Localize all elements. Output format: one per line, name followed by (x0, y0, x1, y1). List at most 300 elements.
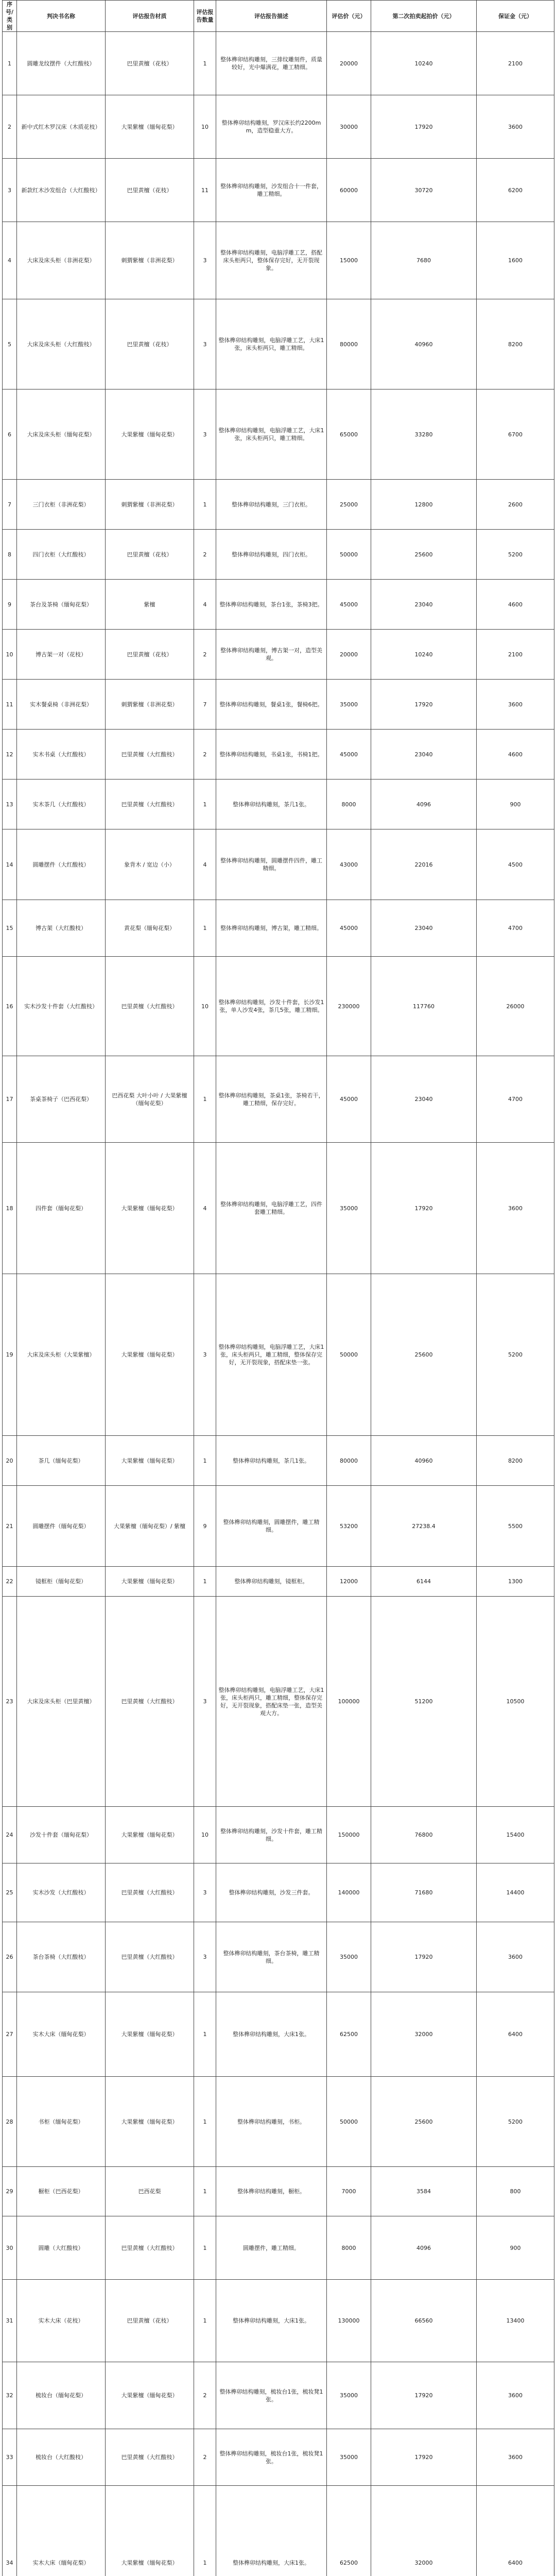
cell-deposit: 3600 (477, 2362, 554, 2429)
table-row (3, 1863, 554, 1922)
cell-index: 28 (3, 2077, 17, 2167)
cell-name: 新款红木沙发组合（大红酸枝） (17, 159, 106, 222)
cell-start-price: 23040 (371, 580, 477, 630)
cell-start-price: 66560 (371, 2280, 477, 2362)
cell-start-price: 25600 (371, 2077, 477, 2167)
cell-deposit: 10500 (477, 1597, 554, 1807)
table-row (3, 900, 554, 957)
cell-deposit: 3600 (477, 680, 554, 730)
table-row (3, 580, 554, 630)
cell-material: 巴里黄檀（大红酸枝） (106, 2429, 194, 2486)
cell-description: 整体榫卯结构雕刻，梳妆台1张，梳妆凳1张。 (216, 2362, 327, 2429)
cell-quantity: 1 (194, 1436, 216, 1486)
cell-name: 博古架（大红酸枝） (17, 900, 106, 957)
cell-start-price: 3584 (371, 2167, 477, 2216)
cell-start-price: 30720 (371, 159, 477, 222)
cell-index: 20 (3, 1436, 17, 1486)
table-row (3, 159, 554, 222)
cell-description: 整体榫卯结构雕刻，电脑浮雕工艺，大床1张，床头柜两只，雕工精细，整体保存完好，无开裂现象，搭配床垫一张。 (216, 1274, 327, 1436)
cell-quantity: 4 (194, 1143, 216, 1274)
table-row (3, 1567, 554, 1597)
cell-name: 圆雕（大红酸枝） (17, 2216, 106, 2280)
cell-material: 大果紫檀（缅甸花梨） (106, 1567, 194, 1597)
cell-name: 四件套（缅甸花梨） (17, 1143, 106, 1274)
cell-name: 实木沙发（大红酸枝） (17, 1863, 106, 1922)
cell-appraisal: 100000 (327, 1597, 371, 1807)
cell-description: 整体榫卯结构雕刻，橱柜。 (216, 2167, 327, 2216)
cell-material: 大果紫檀（缅甸花梨） (106, 95, 194, 159)
cell-index: 6 (3, 389, 17, 480)
cell-index: 17 (3, 1056, 17, 1143)
cell-name: 实木茶几（大红酸枝） (17, 779, 106, 829)
cell-deposit: 2100 (477, 32, 554, 95)
cell-material: 巴里黄檀（大红酸枝） (106, 779, 194, 829)
cell-material: 大果紫檀（缅甸花梨） (106, 1143, 194, 1274)
cell-start-price: 25600 (371, 530, 477, 580)
cell-index: 18 (3, 1143, 17, 1274)
cell-quantity: 1 (194, 2167, 216, 2216)
cell-start-price: 51200 (371, 1597, 477, 1807)
cell-quantity: 11 (194, 159, 216, 222)
cell-description: 整体榫卯结构雕刻，电脑浮雕工艺，大床1张，床头柜两只，雕工精细。 (216, 389, 327, 480)
cell-appraisal: 45000 (327, 1056, 371, 1143)
table-row (3, 1597, 554, 1807)
header-material: 评估报告材质 (106, 1, 194, 32)
cell-index: 27 (3, 1992, 17, 2077)
cell-start-price: 6144 (371, 1567, 477, 1597)
table-row (3, 299, 554, 389)
cell-start-price: 4096 (371, 2216, 477, 2280)
cell-quantity: 3 (194, 222, 216, 299)
cell-appraisal: 20000 (327, 32, 371, 95)
table-row (3, 1143, 554, 1274)
cell-deposit: 6200 (477, 159, 554, 222)
cell-appraisal: 43000 (327, 829, 371, 900)
cell-start-price: 4096 (371, 779, 477, 829)
cell-appraisal: 80000 (327, 299, 371, 389)
cell-material: 刺猬紫檀（非洲花梨） (106, 480, 194, 530)
cell-name: 实木书桌（大红酸枝） (17, 730, 106, 779)
cell-index: 24 (3, 1807, 17, 1863)
cell-name: 镜框柜（缅甸花梨） (17, 1567, 106, 1597)
cell-name: 实木餐桌椅（非洲花梨） (17, 680, 106, 730)
cell-name: 沙发十件套（缅甸花梨） (17, 1807, 106, 1863)
cell-appraisal: 35000 (327, 2429, 371, 2486)
table-row (3, 680, 554, 730)
cell-description: 整体榫卯结构雕刻，餐桌1张，餐椅6把。 (216, 680, 327, 730)
cell-description: 整体榫卯结构雕刻，三排纹雕刻件，质量较好，光中爆满花，雕工精细。 (216, 32, 327, 95)
cell-description: 整体榫卯结构雕刻，电脑浮雕工艺，四件套雕工精细。 (216, 1143, 327, 1274)
cell-name: 大床及床头柜（大果紫檀） (17, 1274, 106, 1436)
cell-start-price: 117760 (371, 957, 477, 1056)
cell-appraisal: 12000 (327, 1567, 371, 1597)
cell-material: 巴里黄檀（大红酸枝） (106, 1922, 194, 1992)
table-header-row (3, 1, 554, 32)
cell-start-price: 23040 (371, 900, 477, 957)
cell-deposit: 5200 (477, 1274, 554, 1436)
table-row (3, 95, 554, 159)
inventory-table (2, 0, 554, 2576)
cell-appraisal: 45000 (327, 730, 371, 779)
cell-description: 整体榫卯结构雕刻，圆雕摆件四件，雕工精细。 (216, 829, 327, 900)
cell-description: 整体榫卯结构雕刻，茶台茶椅，雕工精细。 (216, 1922, 327, 1992)
cell-appraisal: 45000 (327, 900, 371, 957)
cell-description: 整体榫卯结构雕刻，博古架一对，造型美观。 (216, 630, 327, 680)
cell-material: 黄花梨（缅甸花梨） (106, 900, 194, 957)
cell-description: 整体榫卯结构雕刻，沙发十件套，长沙发1张，单人沙发4张，茶几5张，雕工精细。 (216, 957, 327, 1056)
cell-quantity: 3 (194, 389, 216, 480)
cell-description: 整体榫卯结构雕刻，电脑浮雕工艺，大床1张，床头柜两只，雕工精细。 (216, 299, 327, 389)
cell-description: 整体榫卯结构雕刻，电脑浮雕工艺，大床1张，床头柜两只，雕工精细，整体保存完好，无开裂现象，搭配床垫一张，造型美观大方。 (216, 1597, 327, 1807)
cell-material: 巴里黄檀（花枝） (106, 32, 194, 95)
table-row (3, 2077, 554, 2167)
cell-index: 31 (3, 2280, 17, 2362)
cell-appraisal: 50000 (327, 2077, 371, 2167)
cell-index: 5 (3, 299, 17, 389)
cell-quantity: 1 (194, 1567, 216, 1597)
cell-description: 整体榫卯结构雕刻，圆雕摆件，雕工精细。 (216, 1486, 327, 1567)
cell-start-price: 10240 (371, 630, 477, 680)
cell-name: 茶台及茶椅（缅甸花梨） (17, 580, 106, 630)
cell-quantity: 4 (194, 580, 216, 630)
cell-quantity: 2 (194, 730, 216, 779)
cell-appraisal: 7000 (327, 2167, 371, 2216)
cell-quantity: 10 (194, 957, 216, 1056)
cell-name: 三门衣柜（非洲花梨） (17, 480, 106, 530)
cell-quantity: 1 (194, 1992, 216, 2077)
cell-appraisal: 230000 (327, 957, 371, 1056)
cell-deposit: 15400 (477, 1807, 554, 1863)
cell-appraisal: 53200 (327, 1486, 371, 1567)
table-row (3, 1274, 554, 1436)
cell-name: 实木大床（缅甸花梨） (17, 1992, 106, 2077)
cell-material: 象背木 / 宽边（小） (106, 829, 194, 900)
cell-deposit: 13400 (477, 2280, 554, 2362)
cell-name: 四门衣柜（大红酸枝） (17, 530, 106, 580)
cell-description: 整体榫卯结构雕刻，三门衣柜。 (216, 480, 327, 530)
table-row (3, 1436, 554, 1486)
table-row (3, 1056, 554, 1143)
header-name: 判决书名称 (17, 1, 106, 32)
cell-quantity: 10 (194, 1807, 216, 1863)
cell-material: 巴里黄檀（大红酸枝） (106, 2216, 194, 2280)
table-row (3, 2167, 554, 2216)
cell-material: 大果紫檀（缅甸花梨） (106, 1807, 194, 1863)
cell-quantity: 1 (194, 480, 216, 530)
cell-name: 书柜（缅甸花梨） (17, 2077, 106, 2167)
cell-material: 巴里黄檀（大红酸枝） (106, 957, 194, 1056)
cell-material: 巴西花梨 (106, 2167, 194, 2216)
cell-start-price: 25600 (371, 1274, 477, 1436)
cell-start-price: 33280 (371, 389, 477, 480)
cell-material: 大果紫檀（缅甸花梨） (106, 1992, 194, 2077)
cell-name: 橱柜（巴西花梨） (17, 2167, 106, 2216)
cell-index: 29 (3, 2167, 17, 2216)
cell-quantity: 10 (194, 95, 216, 159)
cell-material: 巴西花梨 大叶小叶 / 大果紫檀（缅甸花梨） (106, 1056, 194, 1143)
cell-deposit: 5200 (477, 2077, 554, 2167)
cell-quantity: 3 (194, 1922, 216, 1992)
table-row (3, 1486, 554, 1567)
cell-deposit: 4600 (477, 580, 554, 630)
cell-quantity: 1 (194, 2077, 216, 2167)
cell-deposit: 1600 (477, 222, 554, 299)
header-index: 序号/类别 (3, 1, 17, 32)
table-row (3, 32, 554, 95)
cell-description: 整体榫卯结构雕刻，梳妆台1张，梳妆凳1张。 (216, 2429, 327, 2486)
cell-appraisal: 150000 (327, 1807, 371, 1863)
table-row (3, 389, 554, 480)
cell-name: 圆雕摆件（大红酸枝） (17, 829, 106, 900)
cell-description: 整体榫卯结构雕刻，茶桌1张，茶椅若干，雕工精细，保存完好。 (216, 1056, 327, 1143)
cell-name: 博古架一对（花枝） (17, 630, 106, 680)
cell-quantity: 2 (194, 630, 216, 680)
cell-appraisal: 8000 (327, 2216, 371, 2280)
cell-material: 巴里黄檀（花枝） (106, 2280, 194, 2362)
cell-description: 圆雕摆件，雕工精细。 (216, 2216, 327, 2280)
cell-material: 大果紫檀（缅甸花梨） (106, 1436, 194, 1486)
cell-start-price: 17920 (371, 1143, 477, 1274)
cell-name: 新中式红木罗汉床（木质花枝） (17, 95, 106, 159)
table-row (3, 957, 554, 1056)
cell-deposit: 26000 (477, 957, 554, 1056)
cell-material: 大果紫檀（缅甸花梨） (106, 2077, 194, 2167)
cell-quantity: 3 (194, 1597, 216, 1807)
cell-index: 10 (3, 630, 17, 680)
cell-appraisal: 35000 (327, 1922, 371, 1992)
cell-index: 11 (3, 680, 17, 730)
cell-name: 梳妆台（缅甸花梨） (17, 2362, 106, 2429)
cell-quantity: 1 (194, 779, 216, 829)
cell-description: 整体榫卯结构雕刻，书桌1张，书椅1把。 (216, 730, 327, 779)
cell-material: 大果紫檀（缅甸花梨） (106, 2362, 194, 2429)
cell-start-price: 23040 (371, 730, 477, 779)
cell-start-price: 23040 (371, 1056, 477, 1143)
cell-name: 茶几（缅甸花梨） (17, 1436, 106, 1486)
cell-quantity: 3 (194, 1863, 216, 1922)
cell-index: 8 (3, 530, 17, 580)
cell-start-price: 17920 (371, 2362, 477, 2429)
cell-quantity: 2 (194, 530, 216, 580)
cell-deposit: 14400 (477, 1863, 554, 1922)
cell-description: 整体榫卯结构雕刻，镜框柜。 (216, 1567, 327, 1597)
table-row (3, 530, 554, 580)
cell-description: 整体榫卯结构雕刻，博古架，雕工精细。 (216, 900, 327, 957)
cell-index: 15 (3, 900, 17, 957)
cell-description: 整体榫卯结构雕刻，沙发十件套，雕工精细。 (216, 1807, 327, 1863)
cell-appraisal: 140000 (327, 1863, 371, 1922)
cell-start-price: 10240 (371, 32, 477, 95)
cell-name: 茶台茶椅（大红酸枝） (17, 1922, 106, 1992)
cell-deposit: 6400 (477, 1992, 554, 2077)
cell-index: 34 (3, 2486, 17, 2576)
cell-name: 大床及床头柜（大红酸枝） (17, 299, 106, 389)
cell-name: 圆雕摆件（缅甸花梨） (17, 1486, 106, 1567)
cell-appraisal: 35000 (327, 1143, 371, 1274)
table-row (3, 730, 554, 779)
cell-description: 整体榫卯结构雕刻，四门衣柜。 (216, 530, 327, 580)
cell-deposit: 900 (477, 2216, 554, 2280)
cell-description: 整体榫卯结构雕刻，大床1张。 (216, 2486, 327, 2576)
cell-name: 大床及床头柜（非洲花梨） (17, 222, 106, 299)
cell-deposit: 6400 (477, 2486, 554, 2576)
cell-name: 实木大床（花枝） (17, 2280, 106, 2362)
table-row (3, 480, 554, 530)
cell-index: 30 (3, 2216, 17, 2280)
cell-material: 巴里黄檀（花枝） (106, 159, 194, 222)
table-row (3, 829, 554, 900)
cell-deposit: 3600 (477, 95, 554, 159)
cell-deposit: 800 (477, 2167, 554, 2216)
cell-description: 整体榫卯结构雕刻，沙发组合十一件套，雕工精细。 (216, 159, 327, 222)
cell-start-price: 17920 (371, 680, 477, 730)
cell-index: 26 (3, 1922, 17, 1992)
cell-start-price: 22016 (371, 829, 477, 900)
cell-deposit: 3600 (477, 1922, 554, 1992)
cell-material: 大果紫檀（缅甸花梨） (106, 1274, 194, 1436)
cell-deposit: 5200 (477, 530, 554, 580)
table-row (3, 2429, 554, 2486)
cell-start-price: 17920 (371, 1922, 477, 1992)
header-appraisal: 评估价（元） (327, 1, 371, 32)
cell-quantity: 9 (194, 1486, 216, 1567)
cell-index: 4 (3, 222, 17, 299)
cell-material: 刺猬紫檀（非洲花梨） (106, 222, 194, 299)
cell-index: 16 (3, 957, 17, 1056)
cell-index: 3 (3, 159, 17, 222)
cell-quantity: 4 (194, 829, 216, 900)
cell-index: 12 (3, 730, 17, 779)
cell-index: 22 (3, 1567, 17, 1597)
cell-quantity: 7 (194, 680, 216, 730)
cell-index: 33 (3, 2429, 17, 2486)
cell-appraisal: 50000 (327, 530, 371, 580)
cell-material: 巴里黄檀（花枝） (106, 299, 194, 389)
cell-start-price: 76800 (371, 1807, 477, 1863)
cell-appraisal: 25000 (327, 480, 371, 530)
cell-quantity: 1 (194, 32, 216, 95)
cell-material: 大果紫檀（缅甸花梨） (106, 389, 194, 480)
cell-appraisal: 45000 (327, 580, 371, 630)
cell-name: 实木沙发十件套（大红酸枝） (17, 957, 106, 1056)
cell-deposit: 2100 (477, 630, 554, 680)
table-row (3, 1922, 554, 1992)
cell-material: 巴里黄檀（大红酸枝） (106, 1863, 194, 1922)
cell-name: 茶桌茶椅子（巴西花梨） (17, 1056, 106, 1143)
cell-quantity: 1 (194, 1056, 216, 1143)
cell-quantity: 2 (194, 2429, 216, 2486)
cell-description: 整体榫卯结构雕刻，沙发三件套。 (216, 1863, 327, 1922)
cell-material: 大果紫檀（缅甸花梨） (106, 2486, 194, 2576)
cell-quantity: 1 (194, 2486, 216, 2576)
cell-appraisal: 62500 (327, 2486, 371, 2576)
table-row (3, 2216, 554, 2280)
cell-description: 整体榫卯结构雕刻，茶几1张。 (216, 779, 327, 829)
cell-name: 大床及床头柜（巴里黄檀） (17, 1597, 106, 1807)
cell-index: 21 (3, 1486, 17, 1567)
cell-index: 19 (3, 1274, 17, 1436)
table-row (3, 779, 554, 829)
cell-name: 梳妆台（大红酸枝） (17, 2429, 106, 2486)
cell-appraisal: 15000 (327, 222, 371, 299)
cell-description: 整体榫卯结构雕刻，大床1张。 (216, 2280, 327, 2362)
header-deposit: 保证金（元） (477, 1, 554, 32)
cell-index: 1 (3, 32, 17, 95)
cell-index: 13 (3, 779, 17, 829)
cell-material: 紫檀 (106, 580, 194, 630)
cell-start-price: 40960 (371, 1436, 477, 1486)
cell-deposit: 8200 (477, 1436, 554, 1486)
cell-start-price: 32000 (371, 2486, 477, 2576)
header-quantity: 评估报告数量 (194, 1, 216, 32)
cell-appraisal: 8000 (327, 779, 371, 829)
cell-index: 14 (3, 829, 17, 900)
cell-quantity: 3 (194, 1274, 216, 1436)
cell-start-price: 12800 (371, 480, 477, 530)
cell-description: 整体榫卯结构雕刻，罗汉床长约2200mm，造型稳重大方。 (216, 95, 327, 159)
cell-description: 整体榫卯结构雕刻，电脑浮雕工艺，搭配床头柜两只，整体保存完好，无开裂现象。 (216, 222, 327, 299)
cell-index: 32 (3, 2362, 17, 2429)
table-row (3, 2280, 554, 2362)
table-row (3, 1992, 554, 2077)
cell-quantity: 1 (194, 2216, 216, 2280)
cell-description: 整体榫卯结构雕刻，茶台1张，茶椅3把。 (216, 580, 327, 630)
cell-quantity: 3 (194, 299, 216, 389)
cell-index: 23 (3, 1597, 17, 1807)
cell-deposit: 1300 (477, 1567, 554, 1597)
cell-appraisal: 20000 (327, 630, 371, 680)
cell-deposit: 4600 (477, 730, 554, 779)
table-row (3, 1807, 554, 1863)
cell-start-price: 40960 (371, 299, 477, 389)
cell-name: 圆雕龙纹摆件（大红酸枝） (17, 32, 106, 95)
cell-index: 2 (3, 95, 17, 159)
cell-index: 9 (3, 580, 17, 630)
cell-description: 整体榫卯结构雕刻，大床1张。 (216, 1992, 327, 2077)
cell-deposit: 4700 (477, 1056, 554, 1143)
cell-appraisal: 130000 (327, 2280, 371, 2362)
cell-name: 大床及床头柜（缅甸花梨） (17, 389, 106, 480)
cell-appraisal: 60000 (327, 159, 371, 222)
cell-name: 实木大床（缅甸花梨） (17, 2486, 106, 2576)
cell-deposit: 900 (477, 779, 554, 829)
cell-start-price: 27238.4 (371, 1486, 477, 1567)
cell-start-price: 32000 (371, 1992, 477, 2077)
cell-start-price: 17920 (371, 95, 477, 159)
table-row (3, 222, 554, 299)
cell-appraisal: 50000 (327, 1274, 371, 1436)
cell-material: 巴里黄檀（花枝） (106, 630, 194, 680)
cell-quantity: 1 (194, 2280, 216, 2362)
cell-deposit: 6700 (477, 389, 554, 480)
cell-deposit: 3600 (477, 2429, 554, 2486)
cell-deposit: 4500 (477, 829, 554, 900)
cell-material: 巴里黄檀（大红酸枝） (106, 730, 194, 779)
cell-material: 巴里黄檀（花枝） (106, 530, 194, 580)
cell-deposit: 5500 (477, 1486, 554, 1567)
cell-description: 整体榫卯结构雕刻，书柜。 (216, 2077, 327, 2167)
table-row (3, 2486, 554, 2576)
cell-appraisal: 62500 (327, 1992, 371, 2077)
table-row (3, 2362, 554, 2429)
cell-start-price: 17920 (371, 2429, 477, 2486)
header-start-price: 第二次拍卖起拍价（元） (371, 1, 477, 32)
cell-appraisal: 80000 (327, 1436, 371, 1486)
cell-deposit: 4700 (477, 900, 554, 957)
table-row (3, 630, 554, 680)
cell-quantity: 1 (194, 900, 216, 957)
cell-appraisal: 30000 (327, 95, 371, 159)
